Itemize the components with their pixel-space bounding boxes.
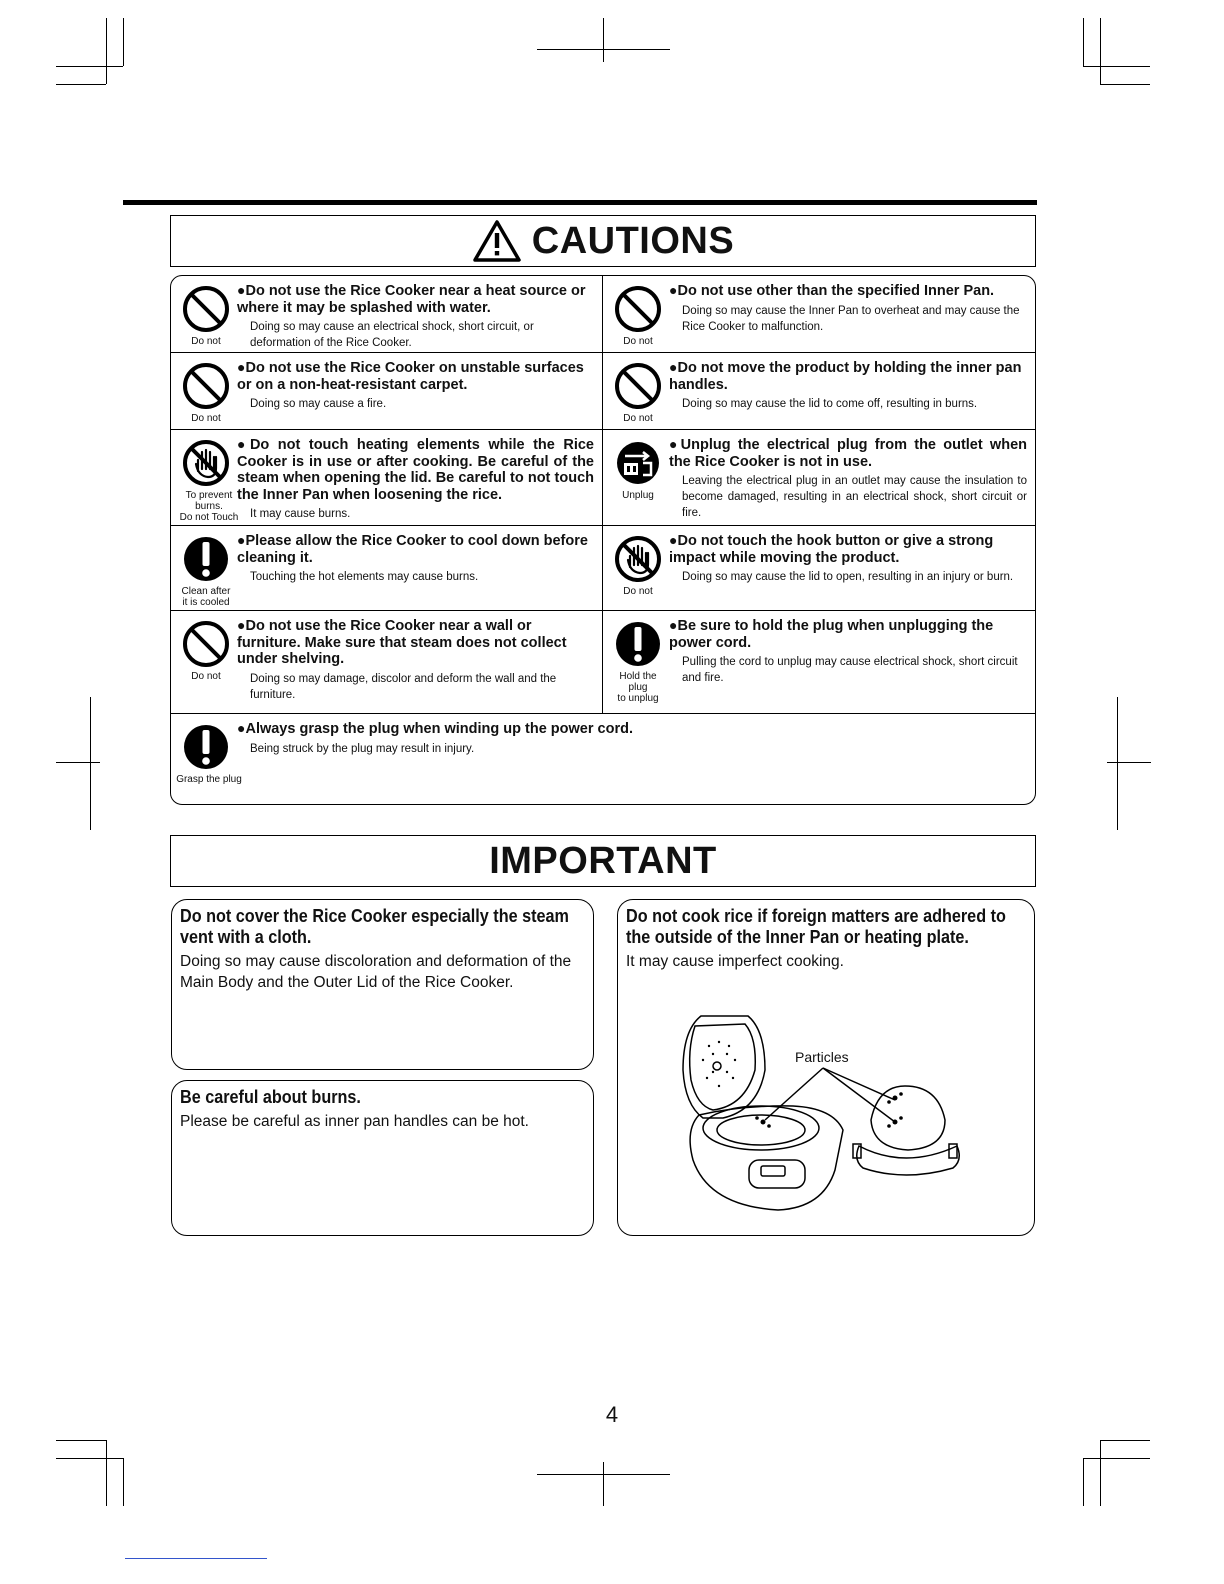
caution-text (237, 720, 1027, 757)
caution-item (171, 714, 1035, 804)
caution-description: Doing so may cause the Inner Pan to overheat and may cause the Rice Cooker to malfunction. (682, 304, 1020, 333)
important-header (170, 835, 1036, 887)
caution-title: ●Do not use the Rice Cooker on unstable surfaces or on a non-heat-resistant carpet. (237, 359, 584, 393)
icon-label: To prevent burns. Do not Touch (179, 490, 239, 523)
caution-text (669, 359, 1027, 412)
icon-label: Do not (623, 413, 653, 424)
crop-mark (603, 1462, 604, 1506)
important-burns-title: Be careful about burns. (180, 1087, 361, 1107)
rice-cooker-illustration (673, 1010, 973, 1220)
top-rule (123, 200, 1037, 205)
caution-item (603, 276, 1035, 352)
icon-label: Unplug (622, 490, 654, 501)
crop-mark (123, 1458, 124, 1506)
caution-description: Pulling the cord to unplug may cause electrical shock, short circuit and fire. (682, 656, 1018, 684)
crop-mark (1083, 66, 1150, 67)
caution-title: ●Do not use other than the specified Inner Pan. (669, 282, 995, 299)
caution-text (237, 282, 594, 351)
caution-text (669, 282, 1027, 335)
caution-item (171, 353, 603, 429)
caution-item (603, 611, 1035, 713)
important-burns-text: Please be careful as inner pan handles can be hot. (180, 1113, 529, 1130)
do-not-touch-icon (181, 438, 231, 488)
caution-title-text: Always grasp the plug when winding up the power cord. (245, 721, 633, 737)
crop-mark (1100, 1440, 1150, 1441)
prohibited-icon (181, 361, 231, 411)
caution-text (237, 359, 594, 412)
crop-mark (56, 762, 100, 763)
caution-title-text: Do not use the Rice Cooker near a wall or furniture. Make sure that steam does not collect under shelving. (237, 618, 567, 667)
caution-item (171, 526, 603, 610)
caution-title: ●Do not move the product by holding the inner pan handles. (669, 359, 1022, 393)
caution-title-text: Do not touch heating elements while the Rice Cooker is in use or after cooking. Be careful of the steam when opening the lid. Be careful to not touch the Inner Pan when loosening the rice. (237, 437, 594, 503)
caution-title-text: Do not use the Rice Cooker near a heat source or where it may be splashed with water. (237, 283, 586, 316)
caution-item (603, 430, 1035, 525)
caution-row (171, 526, 1035, 611)
caution-row (171, 430, 1035, 526)
important-burns-box (171, 1080, 594, 1236)
crop-mark (56, 1440, 106, 1441)
caution-title-text: Please allow the Rice Cooker to cool down before cleaning it. (237, 533, 588, 566)
important-cover-text: Doing so may cause discoloration and deformation of the Main Body and the Outer Lid of the Rice Cooker. (180, 953, 572, 991)
crop-mark (1083, 18, 1084, 66)
caution-title: ●Always grasp the plug when winding up the power cord. (237, 720, 633, 737)
crop-mark (90, 697, 91, 830)
caution-icon-box (611, 534, 665, 597)
do-not-touch-icon (613, 534, 663, 584)
prohibited-icon (613, 361, 663, 411)
important-foreign-title: Do not cook rice if foreign matters are adhered to the outside of the Inner Pan or heating plate. (626, 906, 1006, 947)
caution-title-text: Do not use other than the specified Inner Pan. (677, 283, 995, 299)
crop-mark (123, 18, 124, 66)
crop-mark (537, 49, 670, 50)
caution-description: Doing so may cause the lid to come off, resulting in burns. (682, 398, 978, 410)
crop-mark (1100, 18, 1101, 84)
caution-item (171, 611, 603, 713)
caution-icon-box (611, 438, 665, 501)
caution-description: Being struck by the plug may result in injury. (250, 742, 475, 755)
icon-label: Hold the plug to unplug (617, 671, 659, 704)
caution-icon-box (611, 361, 665, 424)
caution-text (669, 617, 1027, 686)
caution-row (171, 611, 1035, 714)
prohibited-icon (181, 619, 231, 669)
caution-title: ●Do not use the Rice Cooker near a heat source or where it may be splashed with water. (237, 282, 586, 316)
caution-title: ●Please allow the Rice Cooker to cool down before cleaning it. (237, 532, 588, 566)
page-number: 4 (605, 1402, 619, 1427)
caution-title-text: Unplug the electrical plug from the outlet when the Rice Cooker is not in use. (669, 437, 1027, 470)
caution-title-text: Do not move the product by holding the inner pan handles. (669, 360, 1022, 393)
cautions-header (170, 215, 1036, 267)
crop-mark (537, 1474, 670, 1475)
caution-title: ●Do not touch heating elements while the Rice Cooker is in use or after cooking. Be careful of the steam when opening the lid. Be careful to not touch the Inner Pan when loosening the rice. (237, 436, 594, 503)
caution-title-text: Do not touch the hook button or give a strong impact while moving the product. (669, 533, 994, 566)
caution-icon-box (611, 619, 665, 704)
icon-label: Do not (623, 586, 653, 597)
icon-label: Clean after it is cooled (181, 586, 231, 608)
caution-text (669, 436, 1027, 521)
particles-callout: Particles (795, 1049, 849, 1065)
caution-item (603, 353, 1035, 429)
caution-title: ●Do not use the Rice Cooker near a wall or furniture. Make sure that steam does not collect under shelving. (237, 617, 567, 667)
caution-title: ●Unplug the electrical plug from the outlet when the Rice Cooker is not in use. (669, 436, 1027, 470)
crop-mark (1117, 697, 1118, 830)
caution-description: Doing so may damage, discolor and deform the wall and the furniture. (250, 672, 557, 701)
mandatory-icon (613, 619, 663, 669)
mandatory-icon (181, 722, 231, 772)
caution-title: ●Do not touch the hook button or give a strong impact while moving the product. (669, 532, 994, 566)
caution-icon-box (179, 534, 233, 608)
caution-description: It may cause burns. (250, 508, 351, 520)
caution-row (171, 714, 1035, 804)
cautions-panel (170, 275, 1036, 805)
cautions-title: CAUTIONS (531, 219, 735, 262)
caution-description: Doing so may cause a fire. (250, 398, 387, 410)
crop-mark (1100, 84, 1150, 85)
icon-label: Do not (191, 671, 221, 682)
important-cover-box (171, 899, 594, 1070)
caution-description: Doing so may cause the lid to open, resulting in an injury or burn. (682, 571, 1014, 583)
caution-icon-box (179, 284, 233, 347)
caution-icon-box (611, 284, 665, 347)
footer-rule (125, 1558, 267, 1559)
important-foreign-text: It may cause imperfect cooking. (626, 953, 844, 970)
important-cover-title: Do not cover the Rice Cooker especially the steam vent with a cloth. (180, 906, 569, 947)
caution-icon-box (179, 438, 239, 523)
important-title: IMPORTANT (489, 839, 717, 882)
prohibited-icon (613, 284, 663, 334)
caution-icon-box (179, 361, 233, 424)
icon-label: Do not (191, 336, 221, 347)
crop-mark (1107, 762, 1151, 763)
unplug-icon (613, 438, 663, 488)
important-foreign-box (617, 899, 1035, 1236)
caution-icon-box (179, 619, 233, 682)
caution-title: ●Be sure to hold the plug when unplugging the power cord. (669, 617, 994, 651)
caution-text (237, 617, 594, 703)
warning-triangle-icon (472, 219, 522, 263)
caution-item (171, 430, 603, 525)
crop-mark (1083, 1458, 1150, 1459)
caution-text (237, 532, 594, 585)
prohibited-icon (181, 284, 231, 334)
caution-description: Leaving the electrical plug in an outlet may cause the insulation to become damaged, resulting in an electrical shock, short circuit or fire. (682, 475, 1027, 519)
caution-description: Touching the hot elements may cause burns. (250, 571, 479, 583)
caution-title-text: Be sure to hold the plug when unplugging the power cord. (669, 618, 994, 651)
caution-text (669, 532, 1027, 585)
caution-item (171, 276, 603, 352)
crop-mark (56, 66, 123, 67)
crop-mark (106, 1440, 107, 1506)
caution-item (603, 526, 1035, 610)
caution-description: Doing so may cause an electrical shock, short circuit, or deformation of the Rice Cooker. (250, 321, 534, 349)
crop-mark (1083, 1458, 1084, 1506)
crop-mark (603, 18, 604, 62)
mandatory-icon (181, 534, 231, 584)
caution-row (171, 276, 1035, 353)
crop-mark (56, 84, 106, 85)
caution-title-text: Do not use the Rice Cooker on unstable surfaces or on a non-heat-resistant carpet. (237, 360, 584, 393)
icon-label: Do not (623, 336, 653, 347)
crop-mark (1100, 1440, 1101, 1506)
crop-mark (56, 1458, 123, 1459)
caution-text (237, 436, 594, 522)
caution-row (171, 353, 1035, 430)
crop-mark (106, 18, 107, 84)
icon-label: Grasp the plug (176, 774, 242, 785)
icon-label: Do not (191, 413, 221, 424)
caution-icon-box (176, 722, 242, 785)
